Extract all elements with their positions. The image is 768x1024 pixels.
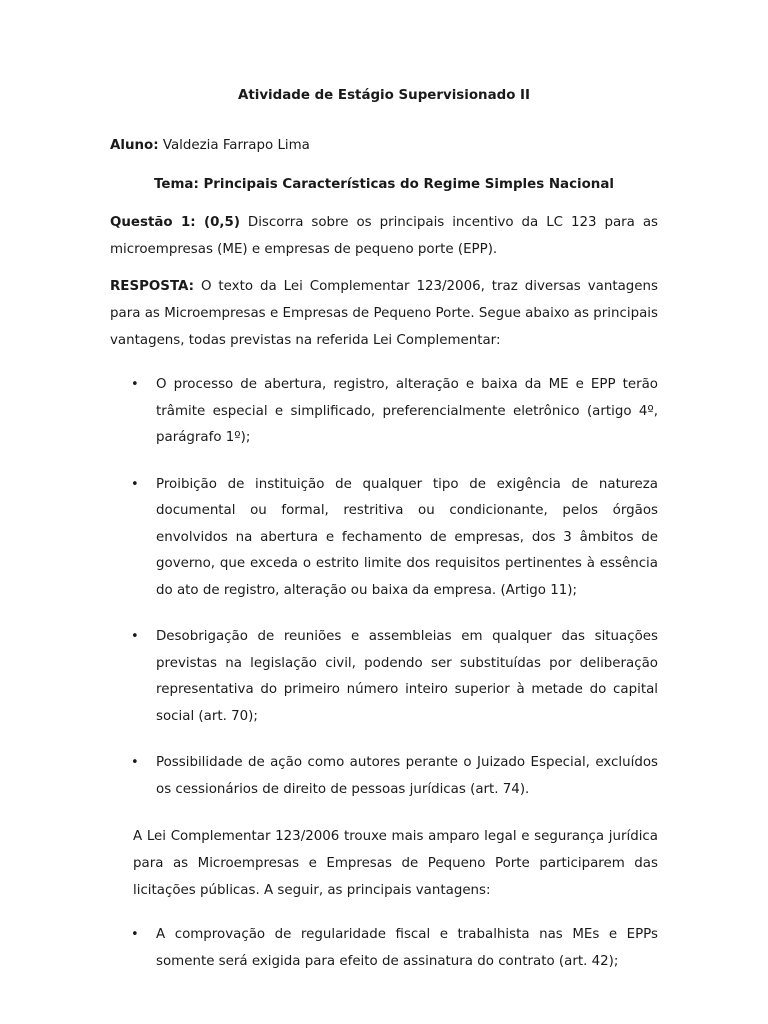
- licitacoes-list: [110, 922, 658, 975]
- list-item-text: Proibição de instituição de qualquer tipo de exigência de natureza documental ou formal, restritiva ou condicionante, pelos órgãos envolvidos na abertura e fechamento de empresas, dos 3 âmbitos de governo, que exceda o estrito limite dos requisitos pertinentes à essência do ato de registro, alteração ou baixa da empresa. (Artigo 11);: [156, 476, 658, 598]
- question-paragraph: [110, 209, 658, 263]
- answer-text: O texto da Lei Complementar 123/2006, traz diversas vantagens para as Microempresas e Empresas de Pequeno Porte. Segue abaixo as principais vantagens, todas previstas na referida Lei Complementar:: [110, 279, 658, 348]
- list-item-text: Possibilidade de ação como autores perante o Juizado Especial, excluídos os cessionários de direito de pessoas jurídicas (art. 74).: [156, 755, 658, 797]
- list-item-text: O processo de abertura, registro, alteração e baixa da ME e EPP terão trâmite especial e simplificado, preferencialmente eletrônico (artigo 4º, parágrafo 1º);: [156, 377, 658, 445]
- list-item: [133, 750, 658, 803]
- list-item: [133, 624, 658, 730]
- question-text: Discorra sobre os principais incentivo da LC 123 para as microempresas (ME) e empresas de pequeno porte (EPP).: [110, 215, 659, 257]
- bullet-icon: •: [131, 927, 139, 942]
- student-name: Valdezia Farrapo Lima: [158, 138, 310, 153]
- list-item: [133, 472, 658, 605]
- advantages-list: [110, 372, 658, 803]
- document-title: Atividade de Estágio Supervisionado II: [237, 88, 531, 103]
- list-item-text: Desobrigação de reuniões e assembleias em qualquer das situações previstas na legislação civil, podendo ser substituídas por deliberação representativa do primeiro número inteiro superior à metade do capital social (art. 70);: [156, 629, 658, 724]
- answer-label: RESPOSTA:: [110, 279, 195, 294]
- list-item-text: A comprovação de regularidade fiscal e trabalhista nas MEs e EPPs somente será exigida para efeito de assinatura do contrato (art. 42);: [156, 927, 658, 969]
- bullet-icon: •: [131, 476, 139, 492]
- bullet-icon: •: [131, 377, 139, 392]
- list-item: [133, 922, 658, 975]
- list-item: [133, 372, 658, 452]
- answer-paragraph: [110, 273, 658, 354]
- bullet-icon: •: [131, 629, 139, 644]
- licitacoes-paragraph: A Lei Complementar 123/2006 trouxe mais amparo legal e segurança jurídica para as Microempresas e Empresas de Pequeno Porte participarem das licitações públicas. A seguir, as principais vantagens:: [133, 829, 658, 898]
- student-line: [110, 132, 658, 159]
- student-label: Aluno:: [110, 138, 159, 153]
- question-label: Questão 1: (0,5): [110, 215, 240, 230]
- bullet-icon: •: [131, 755, 139, 770]
- tema-heading: Tema: Principais Características do Regime Simples Nacional: [154, 177, 614, 192]
